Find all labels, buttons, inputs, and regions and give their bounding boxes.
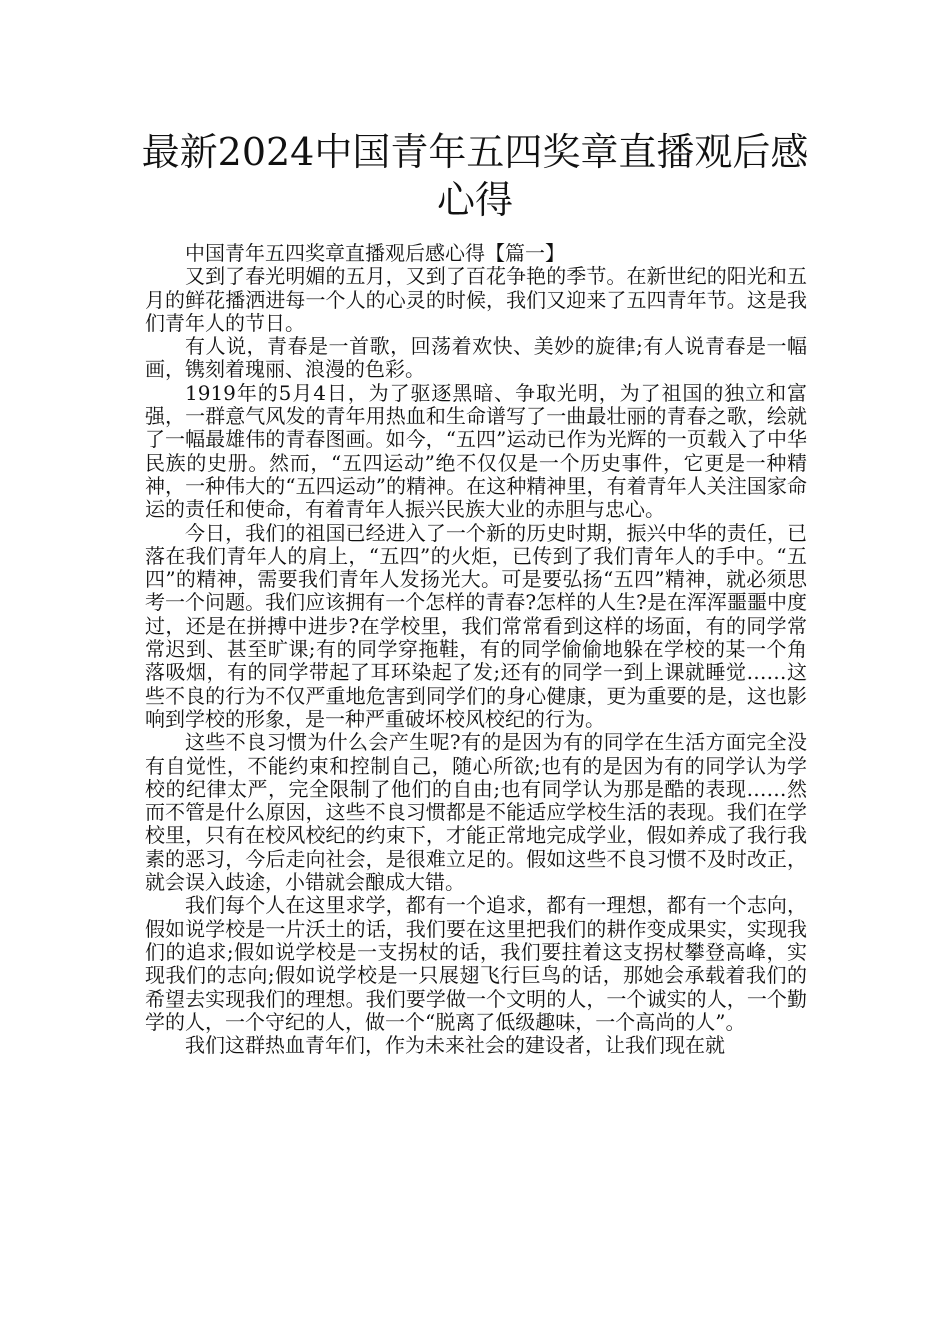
paragraph-4: 今日，我们的祖国已经进入了一个新的历史时期，振兴中华的责任，已落在我们青年人的肩上，“五四”的火炬，已传到了我们青年人的手中。“五四”的精神，需要我们青年人发扬光大。可是要弘扬“五四”精神，就必须思考一个问题。我们应该拥有一个怎样的青春?怎样的人生?是在浑浑噩噩中度过，还是在拼搏中进步?在学校里，我们常常看到这样的场面，有的同学常常迟到、甚至旷课;有的同学穿拖鞋，有的同学偷偷地躲在学校的某一个角落吸烟，有的同学带起了耳环染起了发;还有的同学一到上课就睡觉……这些不良的行为不仅严重地危害到同学们的身心健康，更为重要的是，这也影响到学校的形象，是一种严重破坏校风校纪的行为。 bbox=[145, 520, 807, 731]
document-title: 最新2024中国青年五四奖章直播观后感心得 bbox=[141, 130, 809, 222]
paragraph-5: 这些不良习惯为什么会产生呢?有的是因为有的同学在生活方面完全没有自觉性，不能约束和控制自己，随心所欲;也有的是因为有的同学认为学校的纪律太严，完全限制了他们的自由;也有同学认为那是酷的表现……然而不管是什么原因，这些不良习惯都是不能适应学校生活的表现。我们在学校里，只有在校风校纪的约束下，才能正常地完成学业，假如养成了我行我素的恶习，今后走向社会，是很难立足的。假如这些不良习惯不及时改正，就会误入歧途，小错就会酿成大错。 bbox=[145, 730, 807, 895]
paragraph-3: 1919年的5月4日，为了驱逐黑暗、争取光明，为了祖国的独立和富强，一群意气风发的青年用热血和生命谱写了一曲最壮丽的青春之歌，绘就了一幅最雄伟的青春图画。如今，“五四”运动已作为光辉的一页载入了中华民族的史册。然而，“五四运动”绝不仅仅是一个历史事件，它更是一种精神，一种伟大的“五四运动”的精神。在这种精神里，有着青年人关注国家命运的责任和使命，有着青年人振兴民族大业的赤胆与忠心。 bbox=[145, 380, 807, 522]
paragraph-6: 我们每个人在这里求学，都有一个追求，都有一理想，都有一个志向，假如说学校是一片沃土的话，我们要在这里把我们的耕作变成果实，实现我们的追求;假如说学校是一支拐杖的话，我们要拄着这支拐杖攀登高峰，实现我们的志向;假如说学校是一只展翅飞行巨鸟的话，那她会承载着我们的希望去实现我们的理想。我们要学做一个文明的人，一个诚实的人，一个勤学的人，一个守纪的人，做一个“脱离了低级趣味，一个高尚的人”。 bbox=[145, 893, 807, 1034]
document-body bbox=[145, 242, 807, 1057]
paragraph-7: 我们这群热血青年们，作为未来社会的建设者，让我们现在就 bbox=[185, 1033, 725, 1058]
section-heading: 中国青年五四奖章直播观后感心得【篇一】 bbox=[185, 241, 565, 265]
paragraph-1: 又到了春光明媚的五月，又到了百花争艳的季节。在新世纪的阳光和五月的鲜花播洒进每一个人的心灵的时候，我们又迎来了五四青年节。这是我们青年人的节日。 bbox=[145, 264, 807, 335]
paragraph-2: 有人说，青春是一首歌，回荡着欢快、美妙的旋律;有人说青春是一幅画，镌刻着瑰丽、浪漫的色彩。 bbox=[145, 334, 807, 382]
